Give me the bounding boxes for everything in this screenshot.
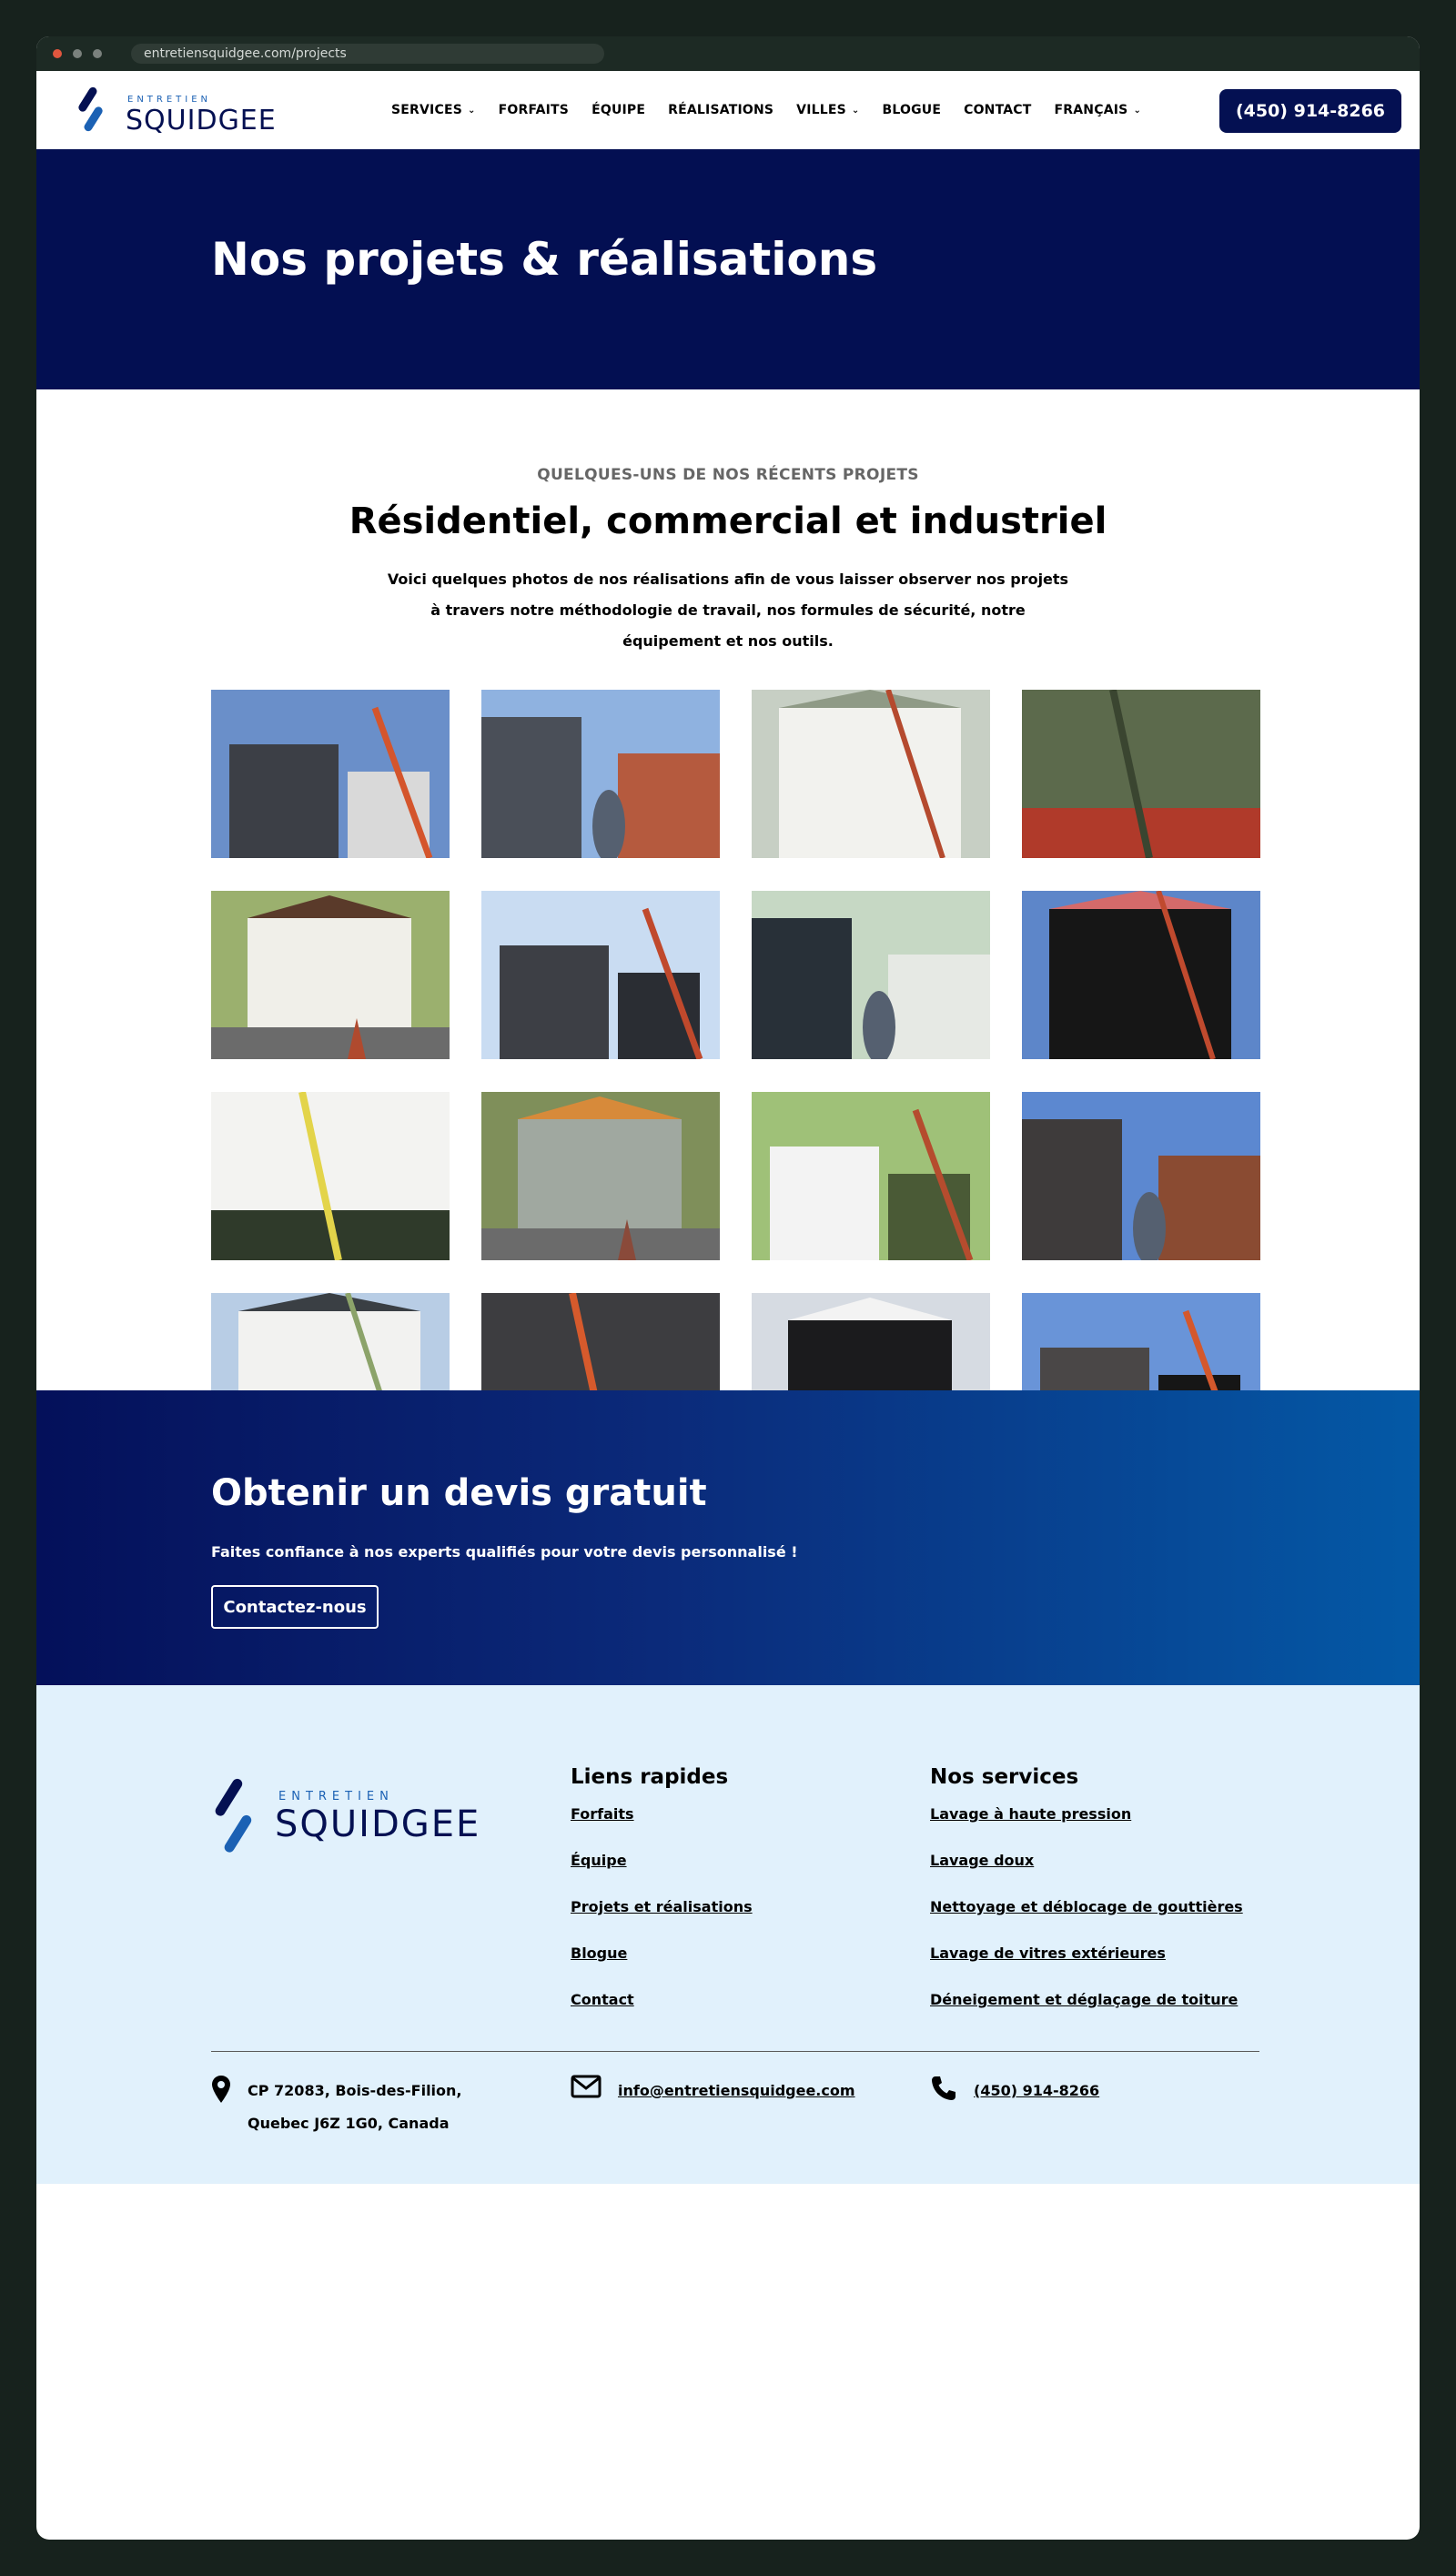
photo-image bbox=[1022, 891, 1260, 1059]
services-column bbox=[930, 1765, 1243, 2037]
header-phone-button[interactable]: (450) 914-8266 bbox=[1219, 89, 1401, 133]
photo-image bbox=[1022, 1092, 1260, 1260]
close-window-dot[interactable] bbox=[53, 49, 62, 58]
project-gallery bbox=[36, 690, 1420, 1390]
nav-item-label: RÉALISATIONS bbox=[668, 103, 774, 117]
email-block bbox=[571, 2075, 855, 2107]
intro-section bbox=[36, 389, 1420, 690]
quick-link[interactable]: Blogue bbox=[571, 1945, 628, 1962]
gallery-photo-worker-view-forest[interactable] bbox=[481, 1092, 720, 1260]
quote-cta bbox=[36, 1390, 1420, 1685]
quick-link[interactable]: Projets et réalisations bbox=[571, 1898, 753, 1915]
gallery-photo-worker-roof-gutter[interactable] bbox=[752, 891, 990, 1059]
phone-icon bbox=[930, 2075, 957, 2106]
section-text: Voici quelques photos de nos réalisations afin de vous laisser observer nos projets à travers notre méthodologie de travail, nos formules de sécurité, notre équipement et nos outils. bbox=[387, 571, 1069, 650]
gallery-photo-white-house-caution-tape[interactable] bbox=[211, 1092, 450, 1260]
site-header bbox=[36, 71, 1420, 149]
minimize-window-dot[interactable] bbox=[73, 49, 82, 58]
quick-link[interactable]: Contact bbox=[571, 1991, 634, 2008]
gallery-photo-worker-climbing-brick[interactable] bbox=[481, 891, 720, 1059]
footer-phone-link[interactable]: (450) 914-8266 bbox=[974, 2082, 1100, 2099]
photo-image bbox=[752, 891, 990, 1059]
footer-logo-name-text: SQUIDGEE bbox=[275, 1803, 481, 1845]
quick-link[interactable]: Forfaits bbox=[571, 1805, 634, 1823]
logo-top-text: ENTRETIEN bbox=[127, 95, 212, 105]
service-link[interactable]: Déneigement et déglaçage de toiture bbox=[930, 1991, 1239, 2008]
nav-item-label: FORFAITS bbox=[498, 103, 570, 117]
photo-image bbox=[481, 891, 720, 1059]
nav-item-français[interactable] bbox=[1055, 103, 1142, 117]
photo-image bbox=[752, 690, 990, 858]
footer-logo[interactable] bbox=[209, 1776, 537, 1867]
footer-divider bbox=[211, 2051, 1259, 2052]
gallery-photo-white-house-ladder[interactable] bbox=[752, 690, 990, 858]
phone-block bbox=[930, 2075, 1099, 2107]
quick-links-column bbox=[571, 1765, 753, 2037]
photo-image bbox=[211, 690, 450, 858]
nav-item-réalisations[interactable] bbox=[668, 103, 774, 117]
url-bar[interactable]: entretiensquidgee.com/projects bbox=[131, 44, 604, 64]
address-block bbox=[211, 2075, 462, 2140]
nav-item-équipe[interactable] bbox=[592, 103, 645, 117]
page-title: Nos projets & réalisations bbox=[211, 233, 878, 286]
contact-us-button[interactable]: Contactez-nous bbox=[211, 1585, 379, 1629]
cta-text: Faites confiance à nos experts qualifiés pour votre devis personnalisé ! bbox=[211, 1543, 798, 1561]
site-footer bbox=[36, 1685, 1420, 2184]
service-link[interactable]: Lavage doux bbox=[930, 1852, 1035, 1869]
gallery-photo-condo-lift-ladder-2[interactable] bbox=[1022, 1092, 1260, 1260]
chevron-down-icon: ⌄ bbox=[468, 105, 476, 116]
logo-name-text: SQUIDGEE bbox=[126, 105, 277, 136]
location-pin-icon bbox=[211, 2075, 231, 2107]
section-title: Résidentiel, commercial et industriel bbox=[349, 500, 1107, 542]
cta-title: Obtenir un devis gratuit bbox=[211, 1472, 707, 1514]
footer-logo-top-text: ENTRETIEN bbox=[278, 1790, 394, 1803]
hero-banner bbox=[36, 149, 1420, 389]
nav-item-forfaits[interactable] bbox=[499, 103, 569, 117]
section-eyebrow: QUELQUES-UNS DE NOS RÉCENTS PROJETS bbox=[537, 466, 919, 484]
gallery-photo-workers-ladder-hedge[interactable] bbox=[1022, 690, 1260, 858]
main-nav bbox=[391, 71, 1164, 149]
service-link[interactable]: Lavage de vitres extérieures bbox=[930, 1945, 1166, 1962]
nav-item-contact[interactable] bbox=[964, 103, 1031, 117]
nav-item-blogue[interactable] bbox=[882, 103, 941, 117]
photo-image bbox=[211, 1092, 450, 1260]
gallery-photo-squidgee-truck-sign[interactable] bbox=[1022, 891, 1260, 1059]
gallery-photo-porch-ladder-worker[interactable] bbox=[752, 1092, 990, 1260]
squidgee-logo-mark-icon bbox=[214, 1777, 254, 1854]
chevron-down-icon: ⌄ bbox=[1133, 105, 1142, 116]
photo-image bbox=[211, 891, 450, 1059]
gallery-photo-worker-looking-house[interactable] bbox=[481, 690, 720, 858]
envelope-icon bbox=[571, 2075, 602, 2102]
nav-item-services[interactable] bbox=[391, 103, 476, 117]
service-link[interactable]: Nettoyage et déblocage de gouttières bbox=[930, 1898, 1243, 1915]
nav-item-label: BLOGUE bbox=[882, 103, 942, 117]
photo-image bbox=[481, 690, 720, 858]
service-link[interactable]: Lavage à haute pression bbox=[930, 1805, 1132, 1823]
squidgee-logo-mark-icon bbox=[77, 86, 105, 133]
gallery-photo-condo-lift-ladder[interactable] bbox=[211, 690, 450, 858]
quick-links-title: Liens rapides bbox=[571, 1765, 729, 1789]
services-title: Nos services bbox=[930, 1765, 1079, 1789]
nav-item-villes[interactable] bbox=[796, 103, 859, 117]
browser-window bbox=[36, 36, 1420, 2540]
maximize-window-dot[interactable] bbox=[93, 49, 102, 58]
photo-image bbox=[1022, 690, 1260, 858]
footer-email-link[interactable]: info@entretiensquidgee.com bbox=[618, 2082, 855, 2099]
quick-link[interactable]: Équipe bbox=[571, 1852, 627, 1869]
nav-item-label: SERVICES bbox=[391, 103, 462, 117]
browser-chrome bbox=[36, 36, 1420, 71]
nav-item-label: FRANÇAIS bbox=[1054, 103, 1128, 117]
header-logo[interactable] bbox=[71, 82, 308, 142]
address-line-2: Quebec J6Z 1G0, Canada bbox=[248, 2115, 450, 2132]
gallery-photo-house-fountain-ladder[interactable] bbox=[211, 891, 450, 1059]
photo-image bbox=[752, 1092, 990, 1260]
photo-image bbox=[481, 1092, 720, 1260]
chevron-down-icon: ⌄ bbox=[851, 105, 860, 116]
nav-item-label: VILLES bbox=[796, 103, 846, 117]
address-line-1: CP 72083, Bois-des-Filion, bbox=[248, 2082, 462, 2099]
nav-item-label: CONTACT bbox=[964, 103, 1032, 117]
nav-item-label: ÉQUIPE bbox=[592, 103, 646, 117]
